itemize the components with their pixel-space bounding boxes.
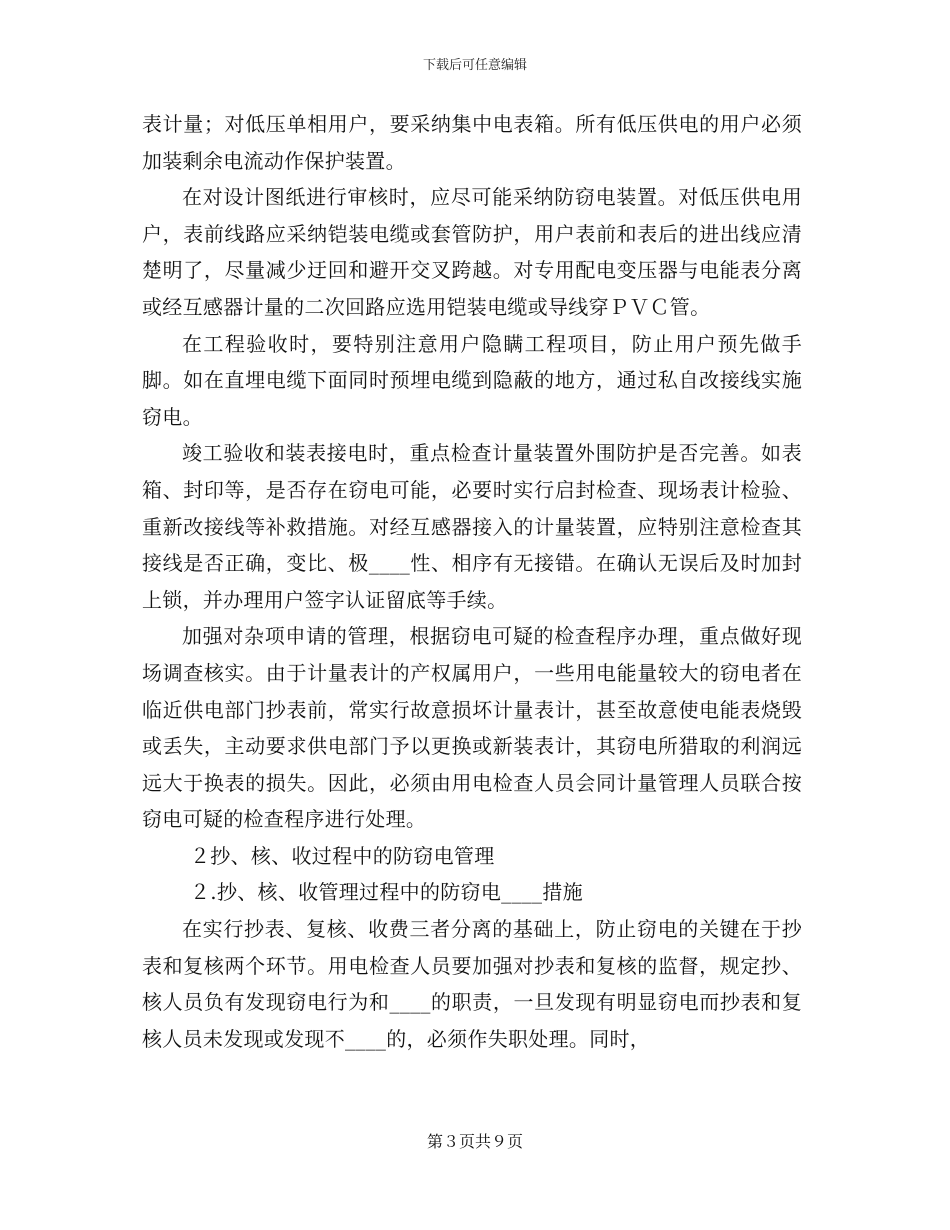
paragraph-project-acceptance: 在工程验收时，要特别注意用户隐瞒工程项目，防止用户预先做手脚。如在直埋电缆下面同时预埋电缆到隐蔽的地方，通过私自改接线实施窃电。 <box>142 331 802 429</box>
paragraph-meter-reading: 在实行抄表、复核、收费三者分离的基础上，防止窃电的关键在于抄表和复核两个环节。用电检查人员要加强对抄表和复核的监督，规定抄、核人员负有发现窃电行为和____的职责，一旦发现有明显窃电而抄表和复核人员未发现或发现不____的，必须作失职处理。同时， <box>142 917 802 1051</box>
page-header: 下载后可任意编辑 <box>422 58 527 73</box>
page-number: 第３页共９页 <box>426 1132 523 1151</box>
document-body <box>142 106 802 1057</box>
paragraph-design-review: 在对设计图纸进行审核时，应尽可能采纳防窃电装置。对低压供电用户，表前线路应采纳铠装电缆或套管防护，用户表前和表后的进出线应清楚明了，尽量减少迂回和避开交叉跨越。对专用配电变压器与电能表分离或经互感器计量的二次回路应选用铠装电缆或导线穿ＰＶＣ管。 <box>142 185 802 319</box>
subsection-heading: ２.抄、核、收管理过程中的防窃电____措施 <box>190 880 583 905</box>
paragraph-misc-applications: 加强对杂项申请的管理，根据窃电可疑的检查程序办理，重点做好现场调查核实。由于计量表计的产权属用户，一些用电能量较大的窃电者在临近供电部门抄表前，常实行故意损坏计量表计，甚至故意使电能表烧毁或丢失，主动要求供电部门予以更换或新装表计，其窃电所猎取的利润远远大于换表的损失。因此，必须由用电检查人员会同计量管理人员联合按窃电可疑的检查程序进行处理。 <box>142 624 802 832</box>
paragraph-completion-acceptance: 竣工验收和装表接电时，重点检查计量装置外围防护是否完善。如表箱、封印等，是否存在窃电可能，必要时实行启封检查、现场表计检验、重新改接线等补救措施。对经互感器接入的计量装置，应特别注意检查其接线是否正确，变比、极____性、相序有无接错。在确认无误后及时加封上锁，并办理用户签字认证留底等手续。 <box>142 441 802 612</box>
section-heading: ２抄、核、收过程中的防窃电管理 <box>190 843 495 868</box>
paragraph-continuation: 表计量；对低压单相用户，要采纳集中电表箱。所有低压供电的用户必须加装剩余电流动作保护装置。 <box>142 112 802 173</box>
